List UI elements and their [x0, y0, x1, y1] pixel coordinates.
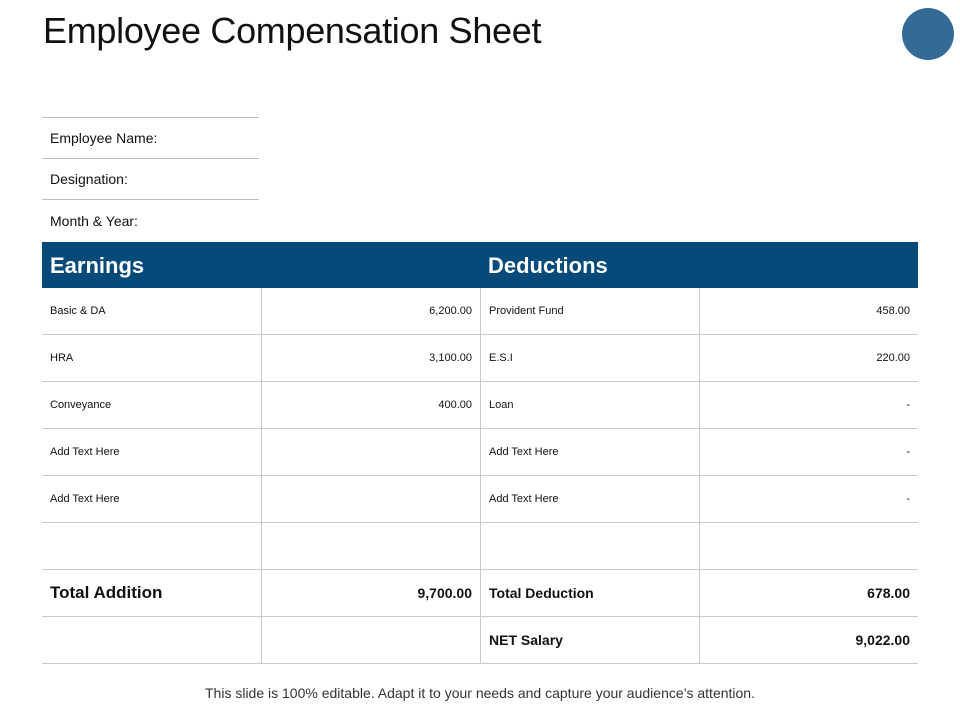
decorative-circle — [902, 8, 954, 60]
total-deduction-label: Total Deduction — [480, 570, 699, 616]
table-row — [42, 382, 918, 429]
net-salary-row — [42, 617, 918, 664]
earning-value: 400.00 — [261, 382, 480, 428]
empty-cell — [261, 617, 480, 663]
earning-label: HRA — [50, 352, 74, 364]
net-salary-value: 9,022.00 — [699, 617, 918, 663]
deduction-value — [699, 523, 918, 569]
employee-name-row — [42, 118, 259, 159]
deduction-value: - — [699, 382, 918, 428]
earning-label: Add Text Here — [50, 493, 120, 505]
earnings-heading: Earnings — [50, 253, 145, 278]
earning-label — [42, 523, 261, 569]
table-row — [42, 288, 918, 335]
earning-value — [261, 476, 480, 522]
earning-value — [261, 523, 480, 569]
compensation-table — [42, 242, 918, 664]
net-salary-label: NET Salary — [480, 617, 699, 663]
employee-info-block — [42, 117, 259, 241]
table-row-empty — [42, 523, 918, 570]
deduction-label: E.S.I — [480, 335, 699, 381]
table-row — [42, 335, 918, 382]
earning-label: Add Text Here — [50, 446, 120, 458]
deduction-value: - — [699, 429, 918, 475]
totals-row — [42, 570, 918, 617]
earning-value — [261, 429, 480, 475]
month-year-row — [42, 200, 259, 241]
footer-note: This slide is 100% editable. Adapt it to your needs and capture your audience’s attention. — [205, 685, 755, 701]
deduction-label: Loan — [480, 382, 699, 428]
deduction-value: 220.00 — [699, 335, 918, 381]
total-deduction-value: 678.00 — [699, 570, 918, 616]
designation-label: Designation: — [50, 171, 128, 187]
earning-label: Conveyance — [50, 399, 112, 411]
deduction-label: Add Text Here — [480, 476, 699, 522]
deduction-label: Provident Fund — [480, 288, 699, 334]
deduction-value: 458.00 — [699, 288, 918, 334]
table-row — [42, 429, 918, 476]
table-row — [42, 476, 918, 523]
page-title: Employee Compensation Sheet — [43, 10, 542, 51]
deductions-heading: Deductions — [488, 253, 608, 278]
deduction-label: Add Text Here — [480, 429, 699, 475]
designation-row — [42, 159, 259, 200]
total-addition-label: Total Addition — [50, 583, 163, 602]
earning-value: 3,100.00 — [261, 335, 480, 381]
earning-value: 6,200.00 — [261, 288, 480, 334]
earning-label: Basic & DA — [50, 305, 106, 317]
total-addition-value: 9,700.00 — [261, 570, 480, 616]
empty-cell — [42, 617, 261, 663]
deduction-label — [480, 523, 699, 569]
deduction-value: - — [699, 476, 918, 522]
month-year-label: Month & Year: — [50, 212, 138, 229]
table-header — [42, 242, 918, 288]
employee-name-label: Employee Name: — [50, 130, 158, 146]
